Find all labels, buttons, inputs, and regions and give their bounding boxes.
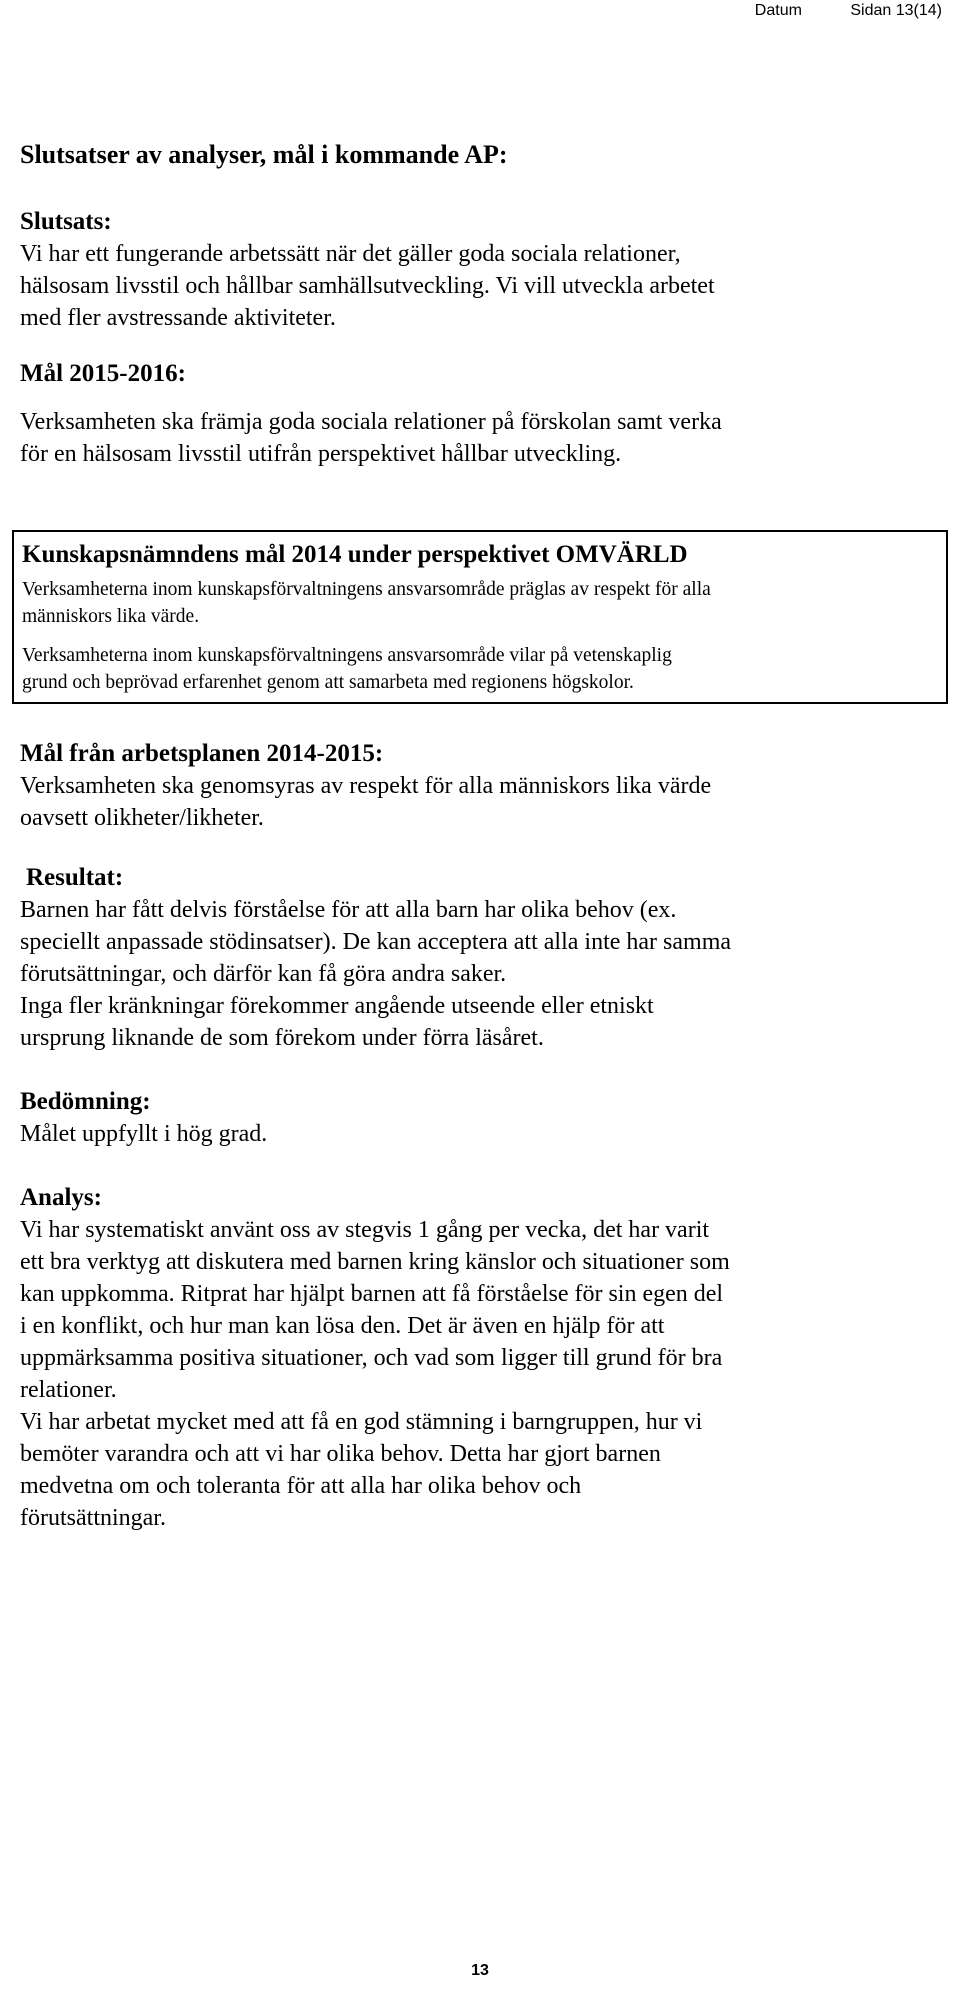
bedomning-line: Målet uppfyllt i hög grad. [20, 1121, 268, 1147]
slutsats-section [20, 206, 940, 334]
slutsats-line: hälsosam livsstil och hållbar samhällsutveckling. Vi vill utveckla arbetet [20, 273, 715, 299]
resultat-heading: Resultat: [26, 864, 124, 891]
resultat-line: förutsättningar, och därför kan få göra andra saker. [20, 961, 507, 987]
mal-2015-section [20, 358, 940, 470]
page-header [711, 0, 942, 22]
kunskapsnamnd-goal-box [12, 530, 948, 704]
resultat-line: Inga fler kränkningar förekommer angående utseende eller etniskt [20, 993, 654, 1019]
analys-line: förutsättningar. [20, 1505, 166, 1531]
page-footer [0, 1962, 960, 1980]
analys-line: i en konflikt, och hur man kan lösa den. Det är även en hjälp för att [20, 1313, 665, 1339]
analys-heading: Analys: [20, 1184, 102, 1211]
goal-box-line: Verksamheterna inom kunskapsförvaltningens ansvarsområde präglas av respekt för alla [22, 579, 711, 600]
document-body [20, 138, 940, 1534]
resultat-section [20, 862, 940, 1054]
mal-arbetsplan-line: oavsett olikheter/likheter. [20, 805, 264, 831]
analys-line: Vi har arbetat mycket med att få en god stämning i barngruppen, hur vi [20, 1409, 703, 1435]
mal-2015-line: för en hälsosam livsstil utifrån perspektivet hållbar utveckling. [20, 441, 622, 467]
goal-box-title: Kunskapsnämndens mål 2014 under perspektivet OMVÄRLD [22, 541, 688, 568]
bedomning-section [20, 1086, 940, 1150]
analys-line: kan uppkomma. Ritprat har hjälpt barnen att få förståelse för sin egen del [20, 1281, 724, 1307]
resultat-line: speciellt anpassade stödinsatser). De kan acceptera att alla inte har samma [20, 929, 732, 955]
analys-line: uppmärksamma positiva situationer, och vad som ligger till grund för bra [20, 1345, 723, 1371]
slutsats-heading: Slutsats: [20, 208, 112, 235]
mal-arbetsplan-heading: Mål från arbetsplanen 2014-2015: [20, 740, 384, 767]
goal-box-line: människors lika värde. [22, 606, 200, 627]
mal-arbetsplan-line: Verksamheten ska genomsyras av respekt för alla människors lika värde [20, 773, 712, 799]
goal-box-line: Verksamheterna inom kunskapsförvaltningens ansvarsområde vilar på vetenskaplig [22, 645, 672, 666]
resultat-line: ursprung liknande de som förekom under förra läsåret. [20, 1025, 544, 1051]
mal-2015-line: Verksamheten ska främja goda sociala relationer på förskolan samt verka [20, 409, 722, 435]
analys-line: ett bra verktyg att diskutera med barnen kring känslor och situationer som [20, 1249, 730, 1275]
header-page-count: Sidan 13(14) [850, 2, 942, 19]
slutsats-line: Vi har ett fungerande arbetssätt när det gäller goda sociala relationer, [20, 241, 681, 267]
analys-line: medvetna om och toleranta för att alla har olika behov och [20, 1473, 582, 1499]
page-number: 13 [471, 1962, 489, 1979]
analys-line: relationer. [20, 1377, 117, 1403]
resultat-line: Barnen har fått delvis förståelse för att alla barn har olika behov (ex. [20, 897, 677, 923]
mal-arbetsplan-section [20, 738, 940, 834]
analys-section [20, 1182, 940, 1534]
header-date: Datum [754, 2, 802, 19]
mal-2015-heading: Mål 2015-2016: [20, 360, 186, 387]
analys-line: Vi har systematiskt använt oss av stegvis 1 gång per vecka, det har varit [20, 1217, 710, 1243]
document-title: Slutsatser av analyser, mål i kommande AP: [20, 140, 508, 169]
analys-line: bemöter varandra och att vi har olika behov. Detta har gjort barnen [20, 1441, 661, 1467]
slutsats-line: med fler avstressande aktiviteter. [20, 305, 336, 331]
bedomning-heading: Bedömning: [20, 1088, 151, 1115]
goal-box-line: grund och beprövad erfarenhet genom att samarbeta med regionens högskolor. [22, 672, 634, 693]
